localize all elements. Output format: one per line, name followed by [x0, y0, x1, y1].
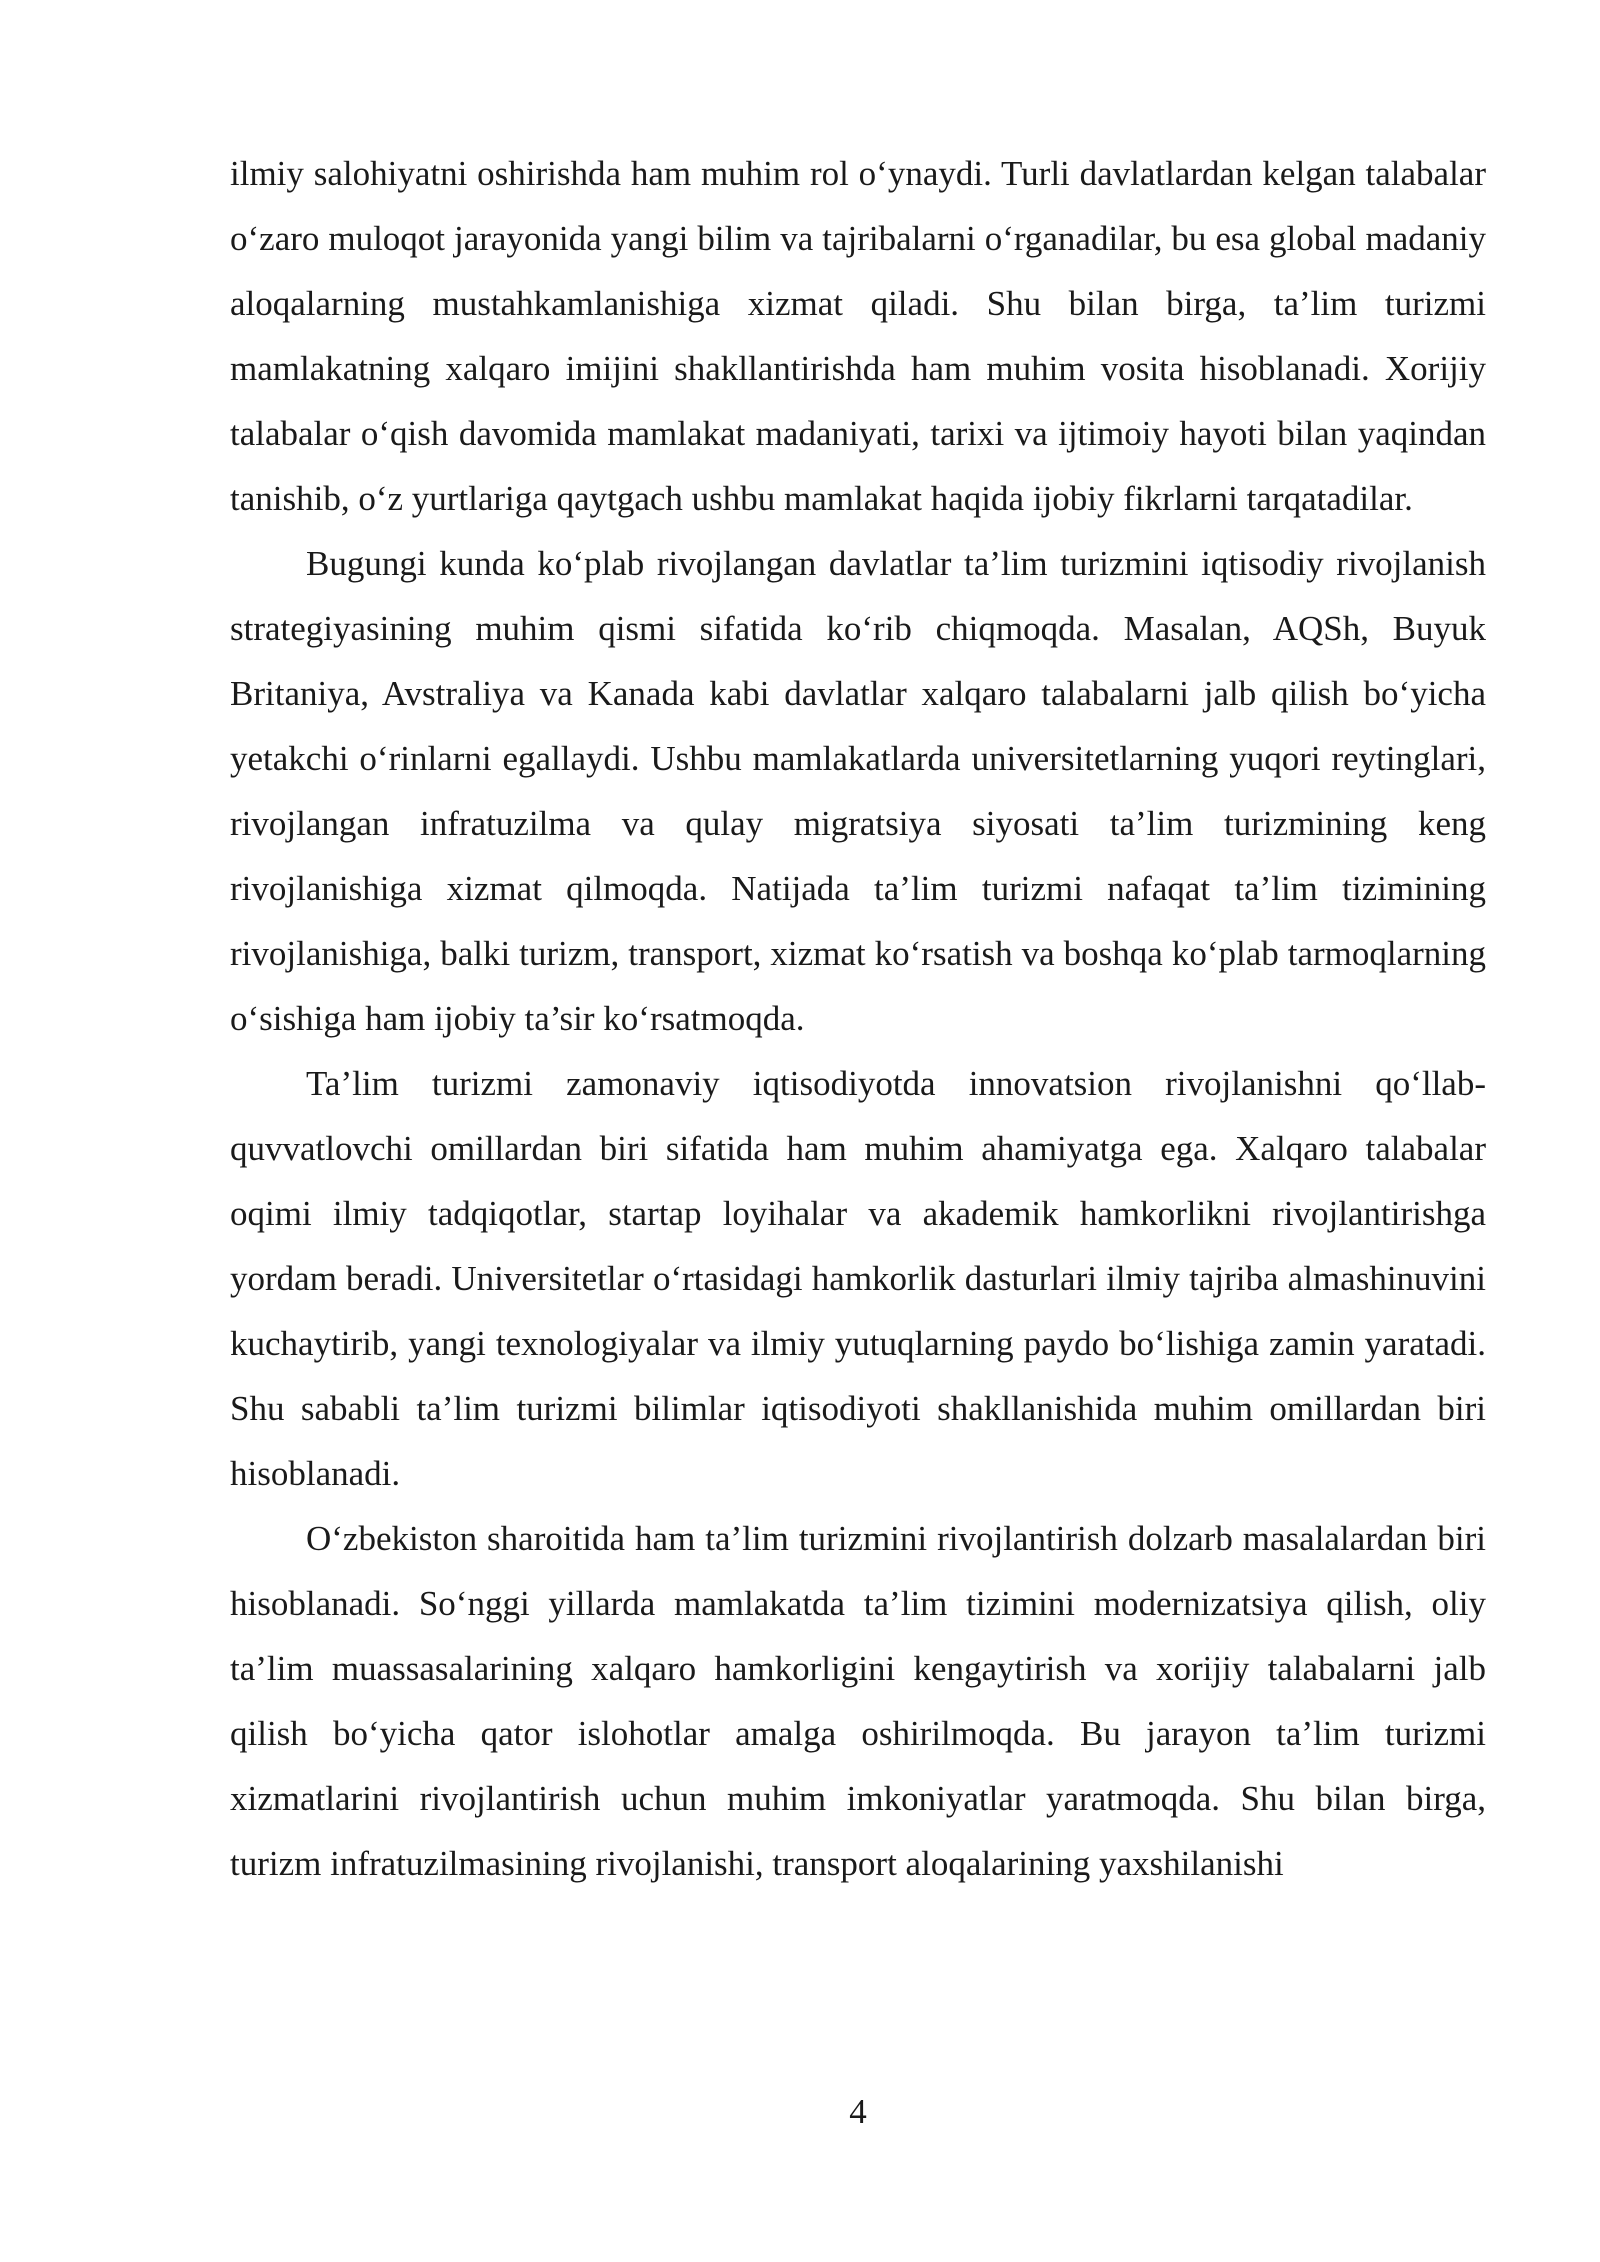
- paragraph-uzbekistan: O‘zbekiston sharoitida ham ta’lim turizmini rivojlantirish dolzarb masalalardan biri hisoblanadi. So‘nggi yillarda mamlakatda ta’lim tizimini modernizatsiya qilish, oliy ta’lim muassasalarining xalqaro hamkorligini kengaytirish va xorijiy talabalarni jalb qilish bo‘yicha qator islohotlar amalga oshirilmoqda. Bu jarayon ta’lim turizmi xizmatlarini rivojlantirish uchun muhim imkoniyatlar yaratmoqda. Shu bilan birga, turizm infratuzilmasining rivojlanishi, transport aloqalarining yaxshilanishi: [230, 1519, 1486, 1883]
- paragraph-developed-countries: Bugungi kunda ko‘plab rivojlangan davlatlar ta’lim turizmini iqtisodiy rivojlanish strategiyasining muhim qismi sifatida ko‘rib chiqmoqda. Masalan, AQSh, Buyuk Britaniya, Avstraliya va Kanada kabi davlatlar xalqaro talabalarni jalb qilish bo‘yicha yetakchi o‘rinlarni egallaydi. Ushbu mamlakatlarda universitetlarning yuqori reytinglari, rivojlangan infratuzilma va qulay migratsiya siyosati ta’lim turizmining keng rivojlanishiga xizmat qilmoqda. Natijada ta’lim turizmi nafaqat ta’lim tizimining rivojlanishiga, balki turizm, transport, xizmat ko‘rsatish va boshqa ko‘plab tarmoqlarning o‘sishiga ham ijobiy ta’sir ko‘rsatmoqda.: [230, 544, 1486, 1038]
- body-text: [230, 141, 1486, 1896]
- paragraph-innovation: Ta’lim turizmi zamonaviy iqtisodiyotda innovatsion rivojlanishni qo‘llab-quvvatlovchi omillardan biri sifatida ham muhim ahamiyatga ega. Xalqaro talabalar oqimi ilmiy tadqiqotlar, startap loyihalar va akademik hamkorlikni rivojlantirishga yordam beradi. Universitetlar o‘rtasidagi hamkorlik dasturlari ilmiy tajriba almashinuvini kuchaytirib, yangi texnologiyalar va ilmiy yutuqlarning paydo bo‘lishiga zamin yaratadi. Shu sababli ta’lim turizmi bilimlar iqtisodiyoti shakllanishida muhim omillardan biri hisoblanadi.: [230, 1064, 1486, 1493]
- page-number: 4: [849, 2092, 867, 2131]
- paragraph-continuation: ilmiy salohiyatni oshirishda ham muhim rol o‘ynaydi. Turli davlatlardan kelgan talabalar o‘zaro muloqot jarayonida yangi bilim va tajribalarni o‘rganadilar, bu esa global madaniy aloqalarning mustahkamlanishiga xizmat qiladi. Shu bilan birga, ta’lim turizmi mamlakatning xalqaro imijini shakllantirishda ham muhim vosita hisoblanadi. Xorijiy talabalar o‘qish davomida mamlakat madaniyati, tarixi va ijtimoiy hayoti bilan yaqindan tanishib, o‘z yurtlariga qaytgach ushbu mamlakat haqida ijobiy fikrlarni tarqatadilar.: [230, 154, 1486, 518]
